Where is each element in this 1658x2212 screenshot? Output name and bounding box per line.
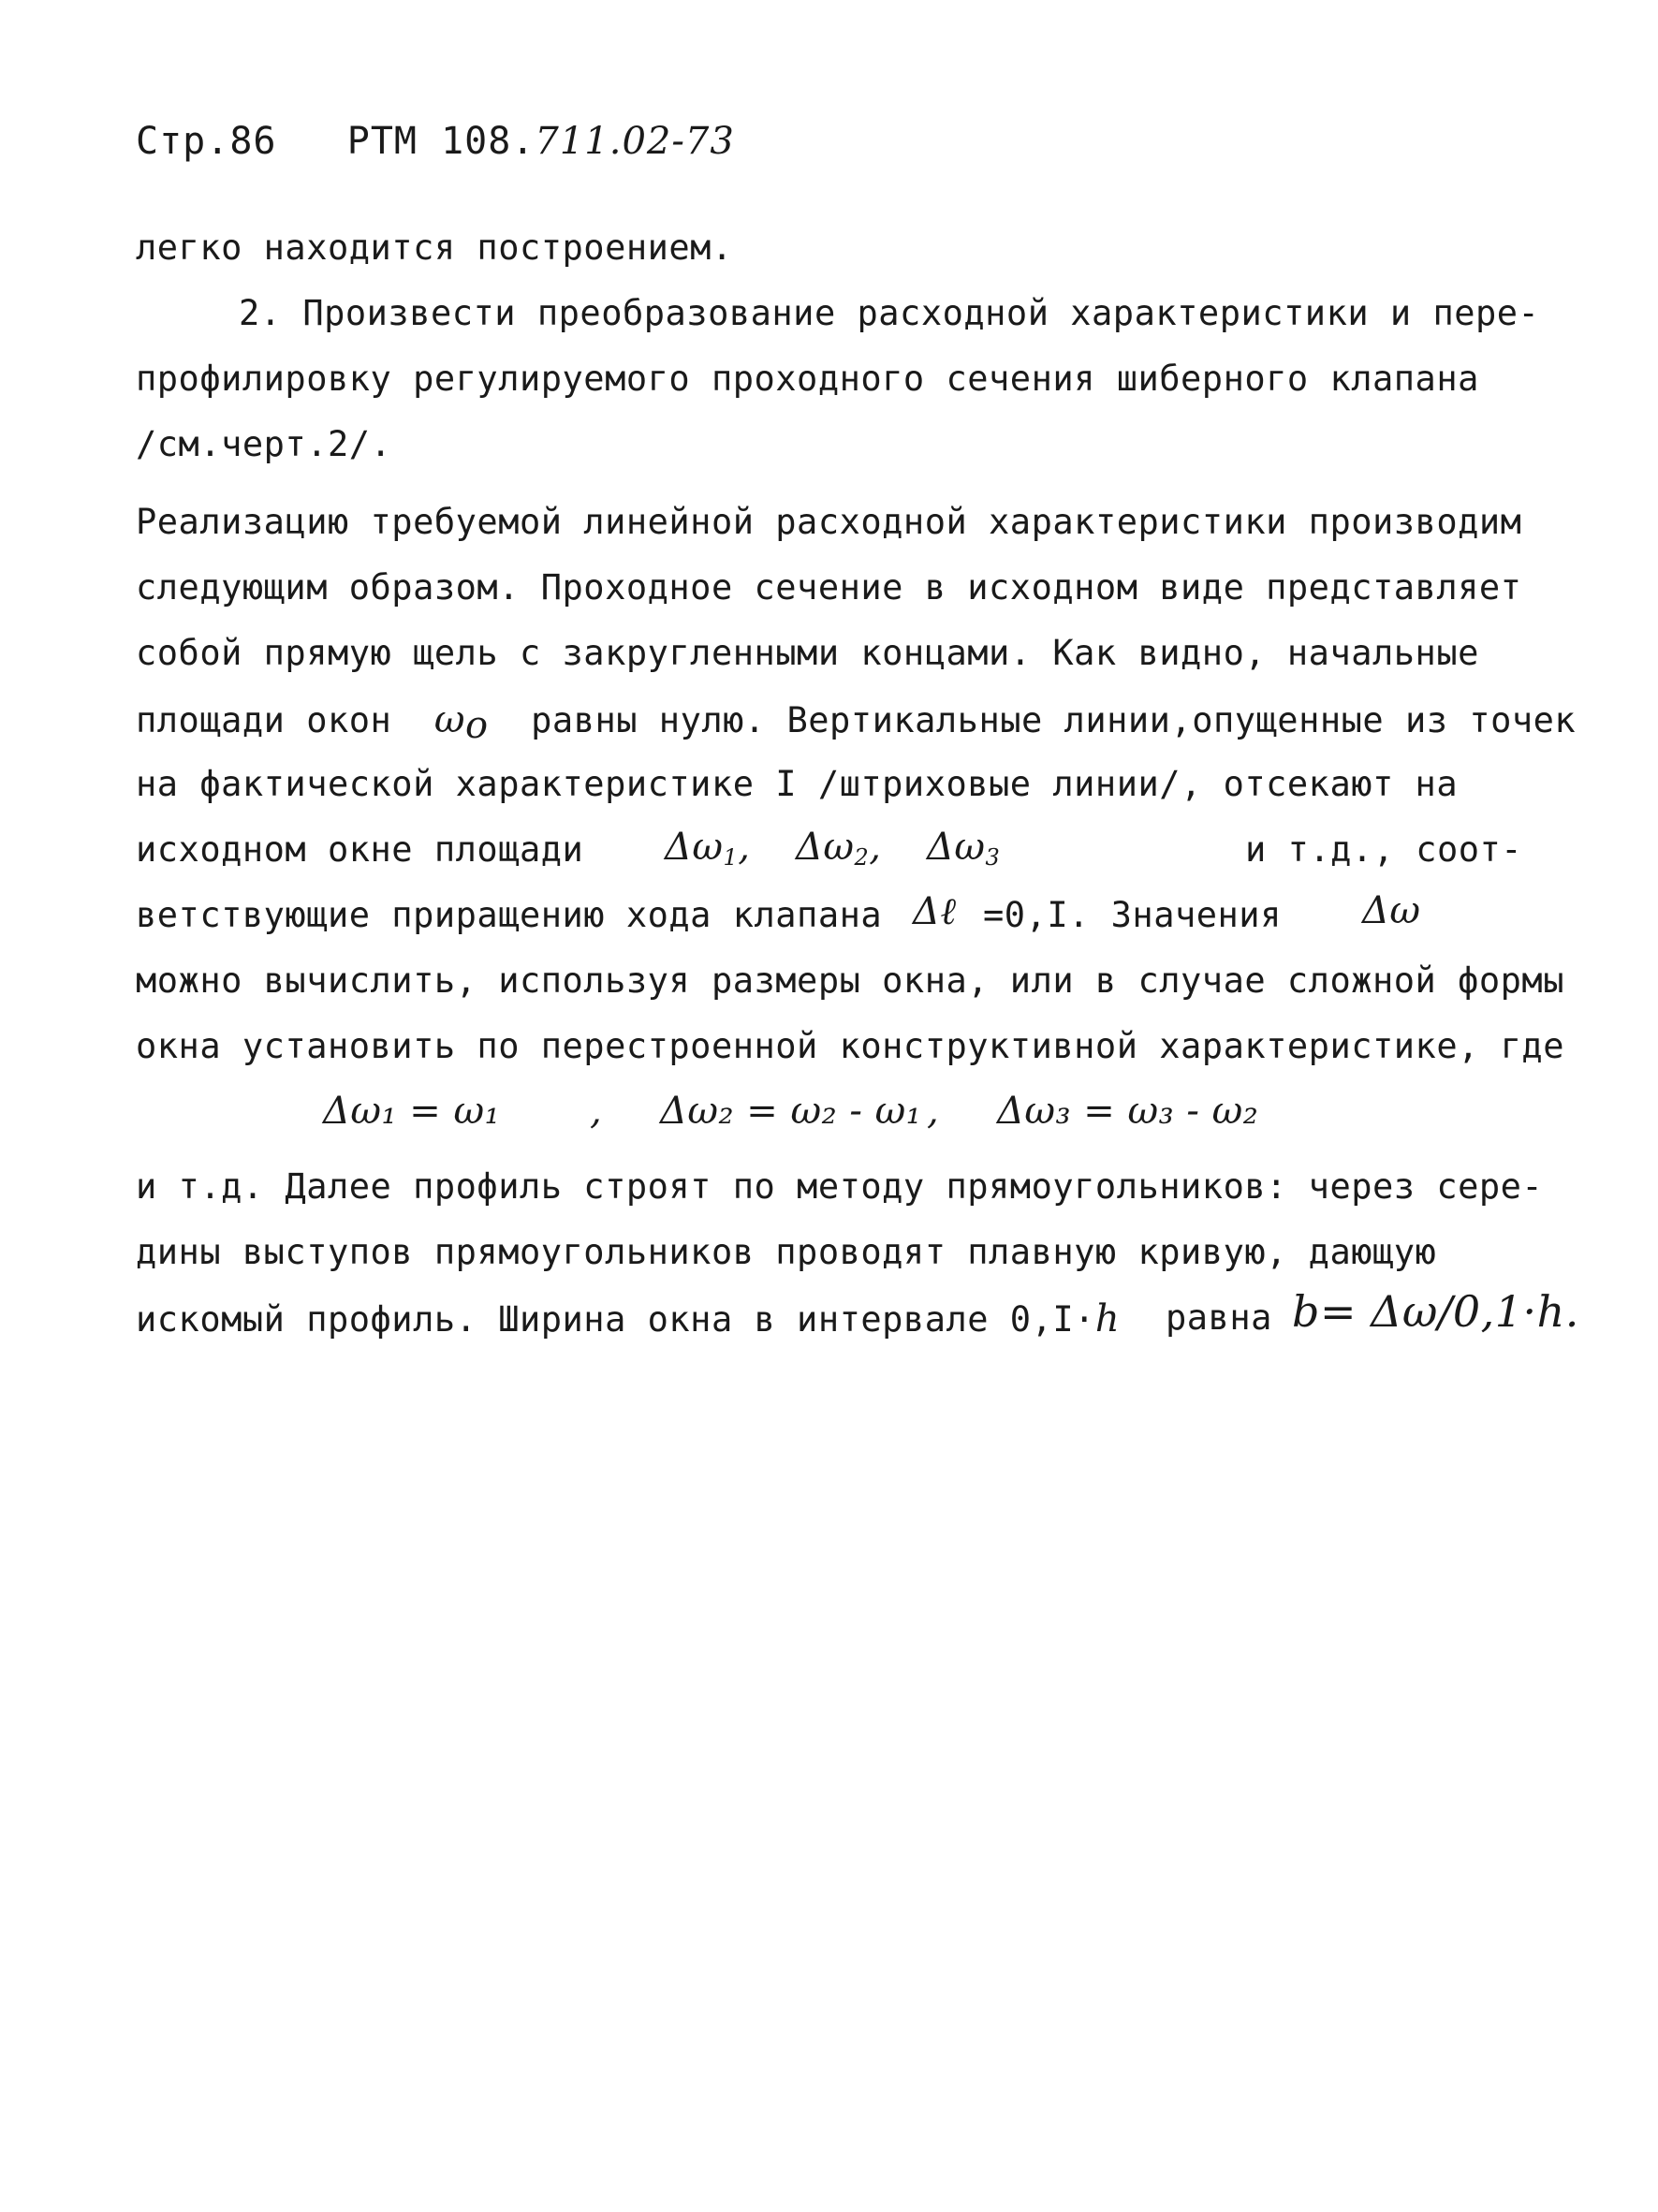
text-line-5: Реализацию требуемой линейной расходной характеристики производим [136,502,1522,542]
text-line-6: следующим образом. Проходное сечение в исходном виде представляет [136,567,1522,608]
omega-subscript: o [465,704,489,747]
delta-l-symbol: Δℓ [913,890,957,933]
width-formula: b= Δω/0,1·h. [1292,1286,1579,1337]
text-fragment: исходном окне площади [136,829,584,870]
delta-omega-1: $\Delta\omega_1$, [665,826,751,871]
text-fragment: равна [1166,1297,1272,1338]
page-header [136,120,735,163]
equation-3: Δω₃ = ω₃ - ω₂ [997,1090,1259,1133]
equation-separator: , [590,1090,603,1133]
text-line-3: профилировку регулируемого проходного сечения шиберного клапана [136,359,1479,399]
equation-1: Δω₁ = ω₁ [323,1090,501,1133]
text-line-13: окна установить по перестроенной конструктивной характеристике, где [136,1026,1564,1066]
text-line-4: /см.черт.2/. [136,424,392,464]
text-fragment: искомый профиль. Ширина окна в интервале 0,I· [136,1299,1095,1340]
text-line-1: легко находится построением. [136,227,733,268]
delta-omega-symbol: Δω [1362,889,1421,932]
text-line-16: дины выступов прямоугольников проводят плавную кривую, дающую [136,1232,1437,1272]
text-line-8 [136,698,1576,747]
equation-line [136,1090,1549,1136]
text-line-2: 2. Произвести преобразование расходной характеристики и пере- [239,293,1540,333]
text-fragment: =0,I. Значения [983,895,1282,935]
delta-omega-2: $\Delta\omega_2$, [796,826,882,871]
text-fragment: и т.д., соот- [1245,829,1523,870]
document-code: РТМ 108. [346,120,536,163]
delta-omega-3: $\Delta\omega_3$ [927,826,1001,871]
text-line-11 [136,889,1549,935]
text-line-10 [136,826,1549,871]
text-line-9: на фактической характеристике I /штриховые линии/, отсекают на [136,764,1459,804]
text-line-15: и т.д. Далее профиль строят по методу прямоугольников: через сере- [136,1166,1544,1207]
equation-separator: , [927,1090,940,1133]
text-line-17 [136,1286,1579,1340]
document-code-handwritten: 711.02-73 [535,120,735,163]
omega-symbol: ω [433,698,465,741]
text-fragment: ветствующие приращению хода клапана [136,895,883,935]
page-number: Стр.86 [136,120,277,163]
text-fragment: площади окон [136,700,392,740]
text-fragment: равны нулю. Вертикальные линии,опущенные из точек [531,700,1577,740]
text-line-12: можно вычислить, используя размеры окна, или в случае сложной формы [136,960,1564,1001]
text-line-7: собой прямую щель с закругленными концами. Как видно, начальные [136,633,1479,673]
h-symbol: h [1094,1297,1121,1340]
equation-2: Δω₂ = ω₂ - ω₁ [660,1090,922,1133]
